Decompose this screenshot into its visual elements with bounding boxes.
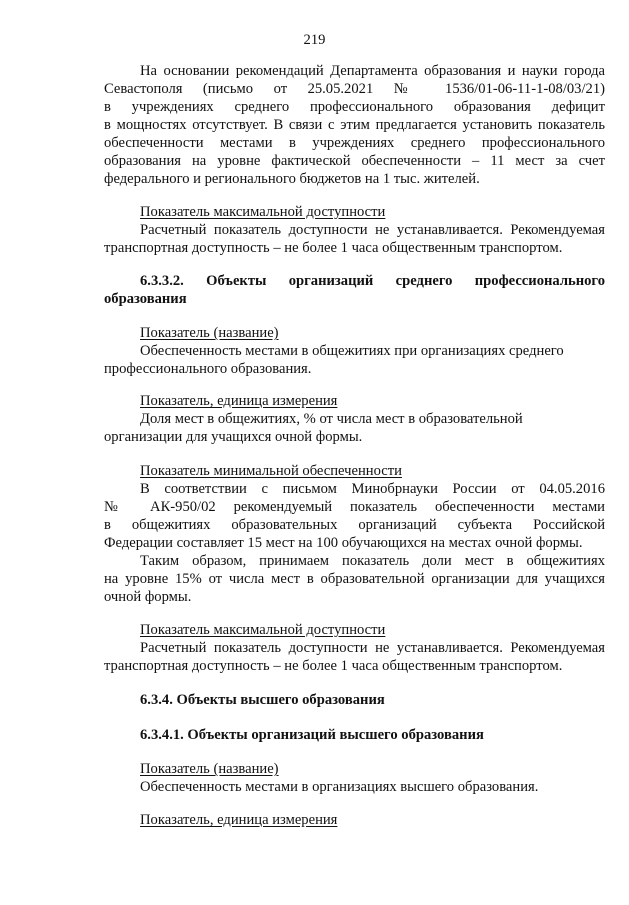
paragraph-line: Обеспеченность местами в общежитиях при организациях среднего xyxy=(140,343,564,359)
indicator-heading: Показатель максимальной доступности xyxy=(140,204,386,220)
paragraph-line: организации для учащихся очной формы. xyxy=(104,429,363,445)
indicator-heading: Показатель (название) xyxy=(140,325,279,341)
paragraph-line: в учреждениях среднего профессионального образования дефицит xyxy=(104,99,605,115)
paragraph-line: очной формы. xyxy=(104,589,192,605)
indicator-heading: Показатель, единица измерения xyxy=(140,812,338,828)
paragraph-line: на уровне 15% от числа мест в образовательной организации для учащихся xyxy=(104,571,605,587)
paragraph-line: транспортная доступность – не более 1 часа общественным транспортом. xyxy=(104,240,563,256)
paragraph-line: в мощностях отсутствует. В связи с этим предлагается установить показатель xyxy=(104,117,605,133)
paragraph-line: Севастополя (письмо от 25.05.2021 № 1536/01-06-11-1-08/03/21) xyxy=(104,81,605,97)
paragraph-line: профессионального образования. xyxy=(104,361,312,377)
paragraph-line: в общежитиях образовательных организаций субъекта Российской xyxy=(104,517,605,533)
paragraph-line: Таким образом, принимаем показатель доли мест в общежитиях xyxy=(140,553,605,569)
indicator-heading: Показатель, единица измерения xyxy=(140,393,338,409)
section-heading-continued: образования xyxy=(104,291,187,307)
page-number: 219 xyxy=(303,32,326,48)
paragraph-line: транспортная доступность – не более 1 часа общественным транспортом. xyxy=(104,658,563,674)
section-heading: 6.3.3.2. Объекты организаций среднего профессионального xyxy=(140,273,605,289)
paragraph-line: образования на уровне фактической обеспеченности – 11 мест за счет xyxy=(104,153,605,169)
section-heading: 6.3.4. Объекты высшего образования xyxy=(140,692,385,708)
section-heading: 6.3.4.1. Объекты организаций высшего образования xyxy=(140,727,484,743)
paragraph-line: № АК-950/02 рекомендуемый показатель обеспеченности местами xyxy=(104,499,605,515)
paragraph-line: Расчетный показатель доступности не устанавливается. Рекомендуемая xyxy=(140,222,605,238)
paragraph-line: обеспеченности местами в учреждениях среднего профессионального xyxy=(104,135,605,151)
paragraph-line: В соответствии с письмом Минобрнауки России от 04.05.2016 xyxy=(140,481,605,497)
paragraph-line: Расчетный показатель доступности не устанавливается. Рекомендуемая xyxy=(140,640,605,656)
paragraph-line: федерального и регионального бюджетов на 1 тыс. жителей. xyxy=(104,171,480,187)
paragraph-line: Обеспеченность местами в организациях высшего образования. xyxy=(140,779,539,795)
indicator-heading: Показатель максимальной доступности xyxy=(140,622,386,638)
paragraph-line: Федерации составляет 15 мест на 100 обучающихся на местах очной формы. xyxy=(104,535,583,551)
indicator-heading: Показатель минимальной обеспеченности xyxy=(140,463,402,479)
indicator-heading: Показатель (название) xyxy=(140,761,279,777)
paragraph-line: На основании рекомендаций Департамента образования и науки города xyxy=(140,63,605,79)
paragraph-line: Доля мест в общежитиях, % от числа мест в образовательной xyxy=(140,411,523,427)
